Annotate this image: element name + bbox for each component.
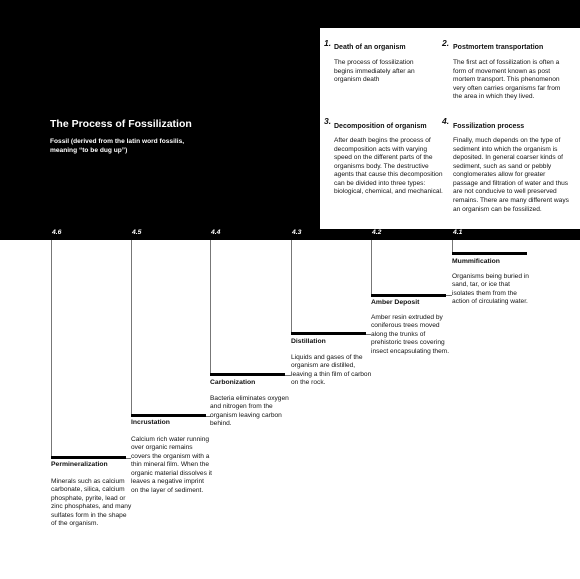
step-1-body: The process of fossilization begins immediately after an organism death: [334, 59, 415, 84]
stair-line: [131, 240, 132, 416]
stage-4-1-number: 4.1: [453, 229, 463, 236]
step-2-heading: Postmortem transportation: [453, 44, 544, 51]
step-3-body: After death begins the process of decomposition acts with varying speed on the different parts of the organisms body. The destructive agents that cause this decomposition can be divided into three types: biological, chemical, and mechanical.: [334, 137, 443, 196]
stage-bar: [291, 332, 366, 335]
stage-4-6-name: Permineralization: [51, 461, 108, 468]
step-2-number: 2.: [442, 38, 450, 48]
stair-line: [291, 240, 292, 334]
stage-bar: [210, 373, 285, 376]
stage-4-5-body: Calcium rich water running over organic remains covers the organism with a thin mineral film. When the organic material dissolves it leaves a negative imprint on the layer of sediment.: [131, 436, 212, 494]
stage-4-1-name: Mummification: [452, 258, 500, 265]
step-4-number: 4.: [442, 116, 450, 126]
stage-4-3-body: Liquids and gases of the organism are distilled, leaving a thin film of carbon on the rock.: [291, 354, 372, 387]
stage-4-2-body: Amber resin extruded by coniferous trees moved along the trunks of prehistoric trees covering insect encapsulating them.: [371, 314, 450, 355]
stair-line: [371, 240, 372, 295]
step-3-heading: Decomposition of organism: [334, 123, 427, 130]
step-1-number: 1.: [324, 38, 332, 48]
stair-line: [51, 240, 52, 458]
stage-bar: [452, 252, 527, 255]
stage-4-5-number: 4.5: [132, 229, 142, 236]
step-4-heading: Fossilization process: [453, 123, 525, 130]
stage-bar: [131, 414, 206, 417]
step-3-number: 3.: [324, 116, 332, 126]
stage-4-4-body: Bacteria eliminates oxygen and nitrogen from the organism leaving carbon behind.: [210, 395, 289, 428]
step-1-heading: Death of an organism: [334, 44, 406, 51]
stage-4-3-name: Distillation: [291, 338, 326, 345]
stage-4-4-number: 4.4: [211, 229, 221, 236]
stage-4-5-name: Incrustation: [131, 419, 170, 426]
stair-line: [210, 240, 211, 375]
step-4-body: Finally, much depends on the type of sediment into which the organism is deposited. In general coarser kinds of sediment, such as sand or pebbly conglomerates allow for greater passage and filtration of water and thus are not conducive to well preserved remains. There are many different ways an organism can be fossilized.: [453, 137, 569, 213]
stage-4-2-number: 4.2: [372, 229, 382, 236]
step-2-body: The first act of fossilization is often a form of movement known as post mortem transport. This phenomenon very often carries organisms far from the area in which they lived.: [453, 59, 561, 101]
stage-4-3-number: 4.3: [292, 229, 302, 236]
stage-4-2-name: Amber Deposit: [371, 299, 420, 306]
stage-4-1-body: Organisms being buried in sand, tar, or ice that isolates them from the action of circulating water.: [452, 273, 529, 306]
stage-4-6-number: 4.6: [52, 229, 62, 236]
page-title: The Process of Fossilization: [50, 118, 192, 130]
stage-bar: [51, 456, 126, 459]
stage-4-4-name: Carbonization: [210, 379, 256, 386]
page-subtitle: Fossil (derived from the latin word fossilis, meaning “to be dug up”): [50, 138, 185, 154]
stage-4-6-body: Minerals such as calcium carbonate, silica, calcium phosphate, pyrite, lead or zinc phosphates, and many sulfates form in the shape of the organism.: [51, 478, 132, 528]
stage-bar: [371, 294, 446, 297]
